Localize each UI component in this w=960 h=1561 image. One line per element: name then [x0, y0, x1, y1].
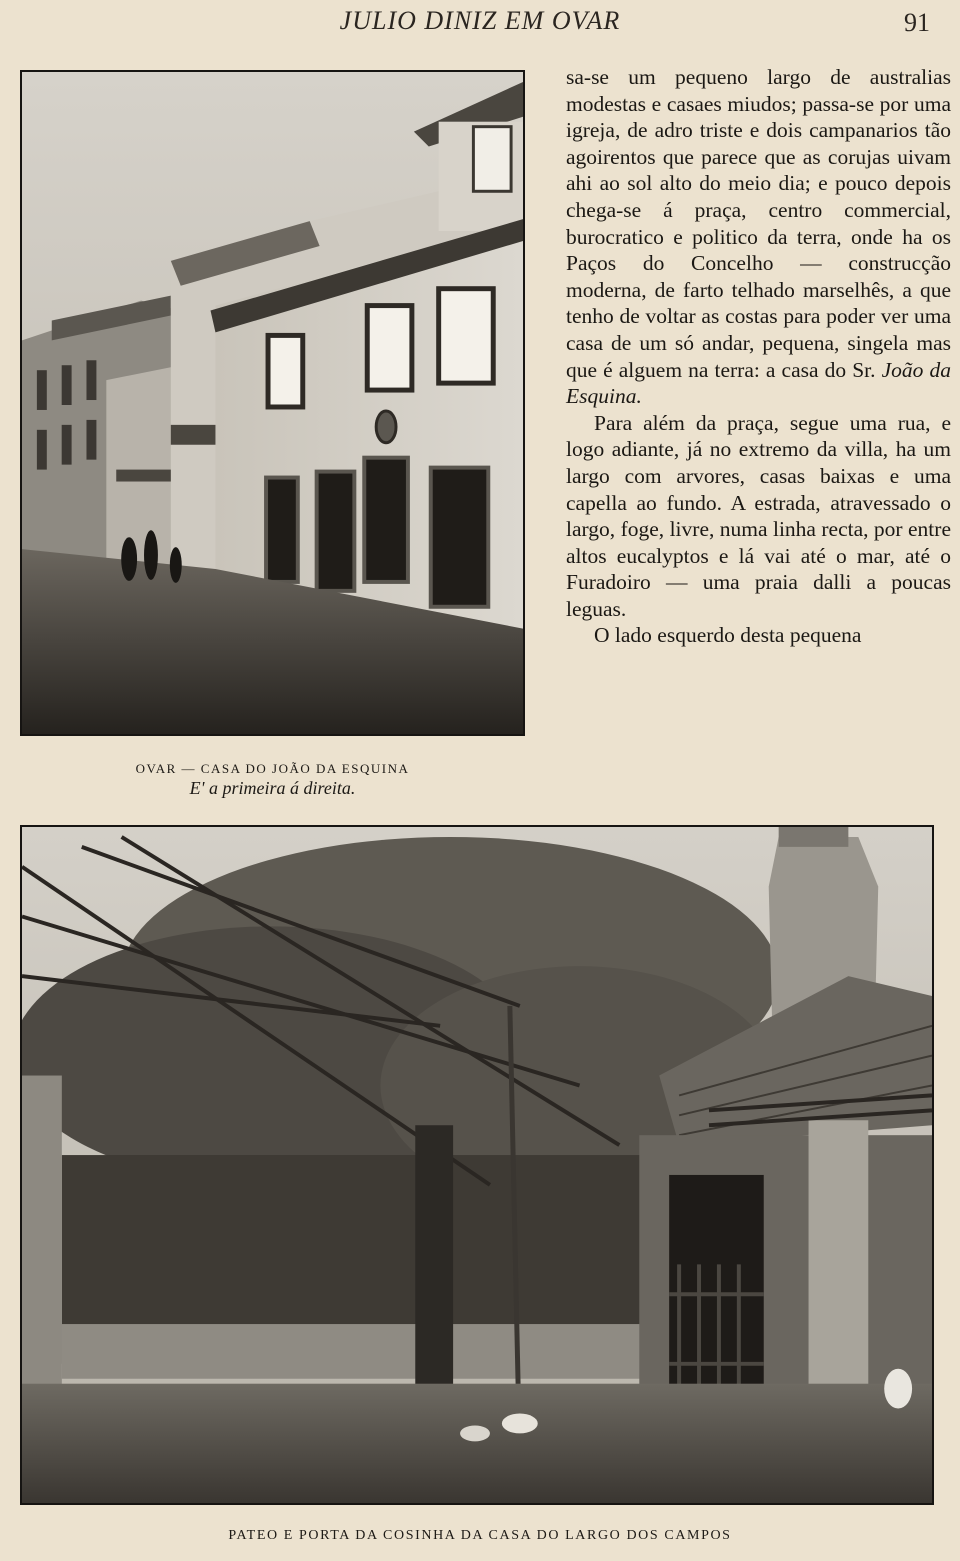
paragraph-2: Para além da praça, segue uma rua, e logo adiante, já no extremo da villa, ha um largo com arvores, casas baixas e uma capella ao fundo. A estrada, atravessado o largo, foge, livre, numa linha recta, por entre altos eucalyptos e lá vai até o mar, até o Furadoiro — uma praia dalli a poucas leguas.	[566, 410, 951, 621]
paragraph-1	[566, 64, 951, 410]
street-photograph	[20, 70, 525, 736]
bottom-photo-caption: PATEO E PORTA DA COSINHA DA CASA DO LARGO DOS CAMPOS	[228, 1528, 732, 1543]
street-photo-image	[22, 72, 523, 734]
running-title: JULIO DINIZ EM OVAR	[339, 6, 621, 35]
page-number: 91	[904, 8, 930, 37]
paragraph-1-text: sa-se um pequeno largo de australias modestas e casaes miudos; passa-se por uma igreja, de adro triste e dois campanarios tão agoirentos que parece que as corujas uivam ahi ao sol alto do meio dia; e pouco depois chega-se á praça, centro commercial, burocratico e politico da terra, onde ha os Paços do Concelho — construcção moderna, de farto telhado marselhês, a que tenho de voltar as costas para poder ver uma casa de um só andar, pequena, singela mas que é alguem na terra: a casa do Sr.	[566, 65, 951, 382]
top-photo-subcaption: E' a primeira á direita.	[189, 778, 356, 798]
paragraph-3: O lado esquerdo desta pequena	[594, 623, 862, 648]
top-photo-caption: OVAR — CASA DO JOÃO DA ESQUINA	[135, 761, 410, 776]
paragraph-1-name: João da Esquina.	[566, 357, 952, 409]
body-text-column	[566, 64, 951, 649]
courtyard-photograph	[20, 825, 934, 1505]
courtyard-photo-image	[22, 827, 932, 1503]
